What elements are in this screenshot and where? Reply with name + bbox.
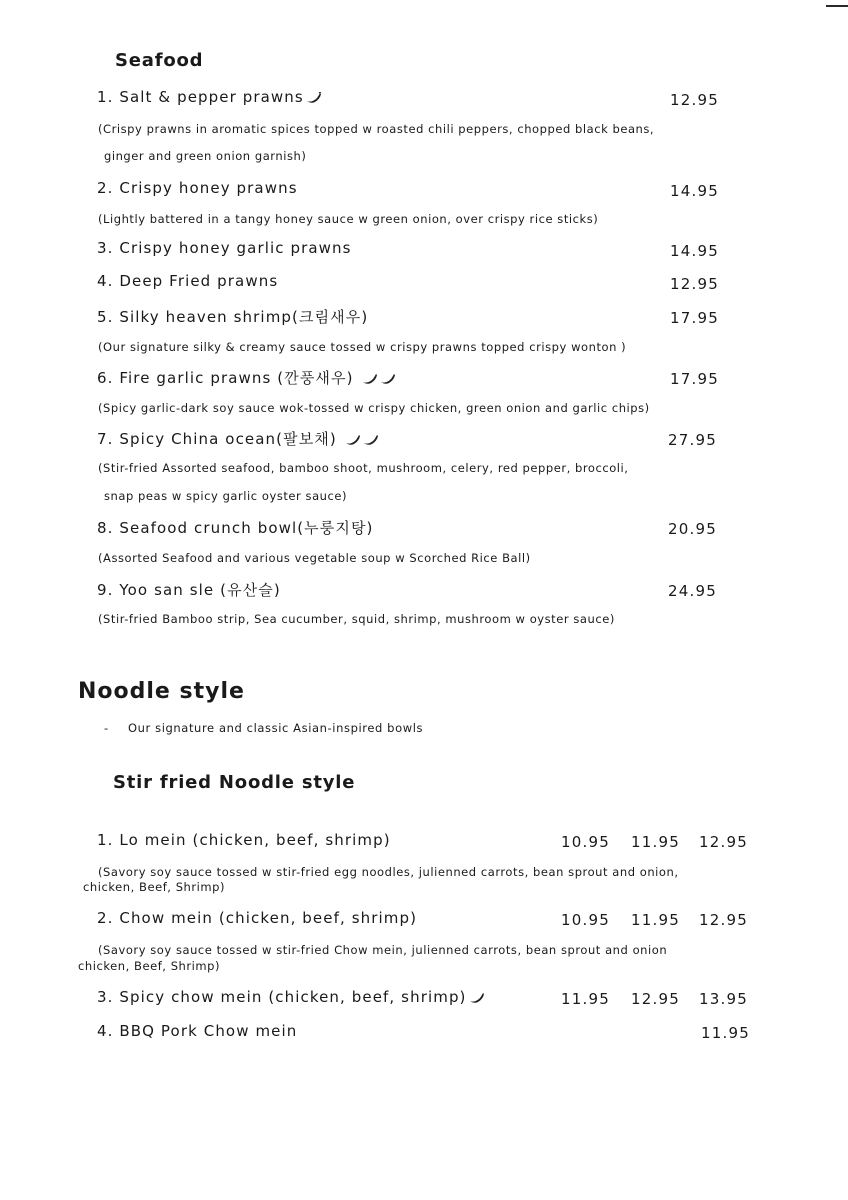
menu-item-name: 1. Lo mein (chicken, beef, shrimp) (97, 831, 391, 849)
price-small: 10.95 (561, 833, 610, 851)
menu-item-name: 1. Salt & pepper prawns (97, 88, 304, 106)
stir-fried-noodle-title: Stir fried Noodle style (113, 772, 356, 793)
menu-item-9 (97, 579, 281, 600)
menu-item-price: 12.95 (670, 275, 719, 293)
menu-item-description: (Savory soy sauce tossed w stir-fried egg noodles, julienned carrots, bean sprout and onion, (98, 865, 679, 879)
noodle-section-title: Noodle style (78, 679, 245, 704)
price-small: 10.95 (561, 911, 610, 929)
noodle-item-4 (97, 1022, 297, 1040)
menu-item-description: (Stir-fried Bamboo strip, Sea cucumber, squid, shrimp, mushroom w oyster sauce) (98, 612, 615, 626)
noodle-item-3 (97, 988, 485, 1007)
menu-item-7 (97, 428, 379, 449)
price-large: 13.95 (699, 990, 748, 1008)
menu-item-name: 4. Deep Fried prawns (97, 272, 279, 290)
menu-item-name: 3. Crispy honey garlic prawns (97, 239, 352, 257)
menu-item-description: (Lightly battered in a tangy honey sauce w green onion, over crispy rice sticks) (98, 212, 599, 226)
menu-item-1 (97, 88, 322, 107)
chili-pepper-icon (380, 370, 396, 388)
menu-item-name: 8. Seafood crunch bowl(누룽지탕) (97, 519, 374, 537)
menu-item-price: 17.95 (670, 370, 719, 388)
menu-item-price: 17.95 (670, 309, 719, 327)
menu-item-price: 14.95 (670, 182, 719, 200)
menu-item-description: (Crispy prawns in aromatic spices topped w roasted chili peppers, chopped black beans, (98, 122, 655, 136)
menu-item-description: chicken, Beef, Shrimp) (78, 959, 221, 973)
menu-item-name: 4. BBQ Pork Chow mein (97, 1022, 298, 1040)
noodle-item-2 (97, 909, 417, 927)
menu-item-4 (97, 272, 278, 290)
price-large: 12.95 (699, 911, 748, 929)
price-small: 11.95 (561, 990, 610, 1008)
menu-item-description: (Stir-fried Assorted seafood, bamboo shoot, mushroom, celery, red pepper, broccoli, (98, 461, 629, 475)
menu-item-price: 20.95 (668, 520, 717, 538)
price-medium: 12.95 (631, 990, 680, 1008)
menu-item-description: snap peas w spicy garlic oyster sauce) (104, 489, 348, 503)
menu-item-name: 7. Spicy China ocean(팔보채) (97, 430, 337, 448)
tagline-dash: - (104, 721, 109, 735)
menu-item-6 (97, 367, 396, 388)
menu-item-name: 9. Yoo san sle (유산슬) (97, 581, 281, 599)
price-medium: 11.95 (631, 833, 680, 851)
menu-item-price: 14.95 (670, 242, 719, 260)
chili-pepper-icon (345, 431, 361, 449)
price-medium: 11.95 (631, 911, 680, 929)
chili-pepper-icon (362, 370, 378, 388)
menu-item-name: 2. Crispy honey prawns (97, 179, 298, 197)
menu-item-3 (97, 239, 352, 257)
menu-item-description: (Savory soy sauce tossed w stir-fried Chow mein, julienned carrots, bean sprout and onion (98, 943, 668, 957)
menu-item-name: 5. Silky heaven shrimp(크림새우) (97, 308, 369, 326)
seafood-section-title: Seafood (115, 50, 204, 71)
menu-item-description: ginger and green onion garnish) (104, 149, 307, 163)
menu-item-2 (97, 179, 298, 197)
chili-pepper-icon (306, 89, 322, 107)
menu-item-name: 2. Chow mein (chicken, beef, shrimp) (97, 909, 418, 927)
menu-item-description: (Assorted Seafood and various vegetable soup w Scorched Rice Ball) (98, 551, 531, 565)
menu-item-description: (Our signature silky & creamy sauce tossed w crispy prawns topped crispy wonton ) (98, 340, 627, 354)
chili-pepper-icon (469, 989, 485, 1007)
menu-item-description: chicken, Beef, Shrimp) (83, 880, 226, 894)
menu-item-8 (97, 517, 374, 538)
menu-item-name: 6. Fire garlic prawns (깐풍새우) (97, 369, 354, 387)
menu-item-price: 12.95 (670, 91, 719, 109)
noodle-tagline: Our signature and classic Asian-inspired bowls (128, 721, 424, 735)
menu-item-price: 24.95 (668, 582, 717, 600)
noodle-item-1 (97, 831, 391, 849)
menu-item-price: 11.95 (701, 1024, 750, 1042)
price-large: 12.95 (699, 833, 748, 851)
menu-item-description: (Spicy garlic-dark soy sauce wok-tossed w crispy chicken, green onion and garlic chips) (98, 401, 650, 415)
menu-item-5 (97, 306, 368, 327)
menu-item-name: 3. Spicy chow mein (chicken, beef, shrimp) (97, 988, 467, 1006)
chili-pepper-icon (363, 431, 379, 449)
page-edge-mark (826, 5, 848, 7)
menu-item-price: 27.95 (668, 431, 717, 449)
